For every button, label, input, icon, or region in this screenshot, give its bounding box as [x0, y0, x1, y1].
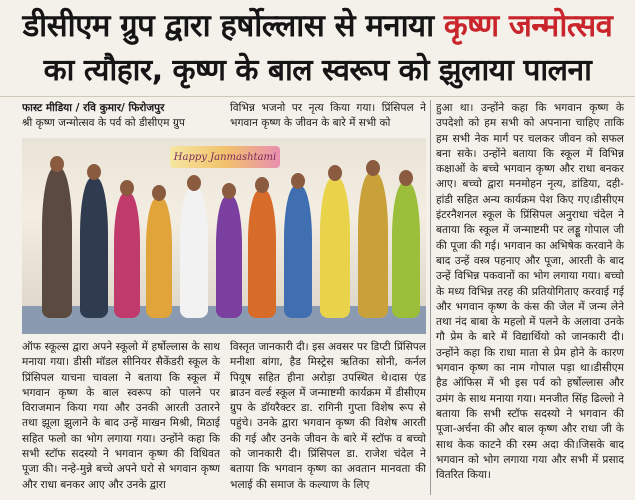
column-divider: [430, 100, 431, 495]
photo-banner: Happy Janmashtami: [170, 146, 280, 168]
person-figure: [358, 173, 388, 318]
column-2-bottom-text: विस्तृत जानकारी दी। इस अवसर पर डिप्टी प्रिंसिपल मनीशा बांगा, हैड मिस्ट्रेस ऋतिका सोनी, कर्नल पियूष सहित हीना अरोड़ा उपस्थित थे।दास एंड ब्राउन वर्ल्ड स्कूल में जन्माष्टमी कार्यक्रम में डीसीएम ग्रुप के डॉयरैक्टर डा. रागिनी गुप्ता विशेष रूप से पहुंचे। उनके द्वारा भगवान कृष्ण की विशेष आरती की गई और उनके जीवन के बारे में स्टॉफ व बच्चो को जानकारी दी। प्रिंसिपल डा. राजेश चंदेल ने बताया कि भगवान कृष्ण का अवतान मानवता की भलाई की समाज के कल्याण के लिए: [230, 341, 426, 491]
person-head: [87, 164, 101, 180]
person-head: [50, 156, 64, 172]
column-1-top-text: श्री कृष्ण जन्मोत्सव के पर्व को डीसीएम ग्रुप: [22, 117, 185, 130]
headline-highlight: कृष्ण जन्मोत्सव: [443, 8, 613, 44]
person-head: [291, 173, 305, 189]
headline-line-2: का त्यौहार, कृष्ण के बाल स्वरूप को झुलाया पालना: [43, 53, 592, 88]
person-figure: [42, 168, 72, 318]
person-head: [399, 170, 413, 186]
person-head: [222, 183, 236, 199]
column-2-top: [230, 101, 426, 137]
person-figure: [114, 193, 140, 318]
person-figure: [284, 186, 312, 318]
column-1-bottom-text: ऑफ स्कूल्स द्वारा अपने स्कूलो में हर्षोल्लास के साथ मनाया गया। डीसी मॉडल सीनियर सैकेंडरी स्कूल के प्रिंसिपल याचना चावला ने बताया कि स्कूल में भगवान कृष्ण के बाल स्वरूप को पालने पर विराजमान किया गया और उनकी आरती उतारने तथा झूला झुलाने के बाद उन्हें माखन मिश्री, मिठाई सहित फलो का भोग लगाया गया। उन्होंने कहा कि सभी स्टॉफ सदस्यो ने भगवान कृष्ण की विधिवत पूजा की। नन्हे-मुन्ने बच्चे अपने घरो से भगवान कृष्ण और राधा बनकर आए और उनके द्वारा: [22, 341, 220, 491]
person-figure: [216, 196, 242, 318]
person-figure: [180, 188, 208, 318]
byline: फास्ट मीडिया / रवि कुमार/ फिरोजपुर: [22, 102, 165, 114]
person-head: [187, 175, 201, 191]
column-2-bottom: [230, 340, 426, 495]
headline-line-1-text: डीसीएम ग्रुप द्वारा हर्षोल्लास से मनाया: [22, 8, 444, 44]
column-3: [436, 101, 624, 493]
event-photo: [22, 138, 426, 334]
person-head: [328, 165, 342, 181]
person-head: [255, 177, 269, 193]
column-2-top-text: विभिन्न भजनो पर नृत्य किया गया। प्रिंसिपल ने भगवान कृष्ण के जीवन के बारे में सभी को: [230, 102, 426, 130]
person-figure: [248, 190, 276, 318]
headline-divider: [0, 96, 635, 97]
person-figure: [320, 178, 350, 318]
column-3-text: हुआ था। उन्होंने कहा कि भगवान कृष्ण के उपदेशो को हम सभी को अपनाना चाहिए ताकि हम सभी नेक मार्ग पर चलकर जीवन को सफल बना सके। उन्होंने बताया कि स्कूल में विभिन्न कक्षाओं के बच्चे भगवान कृष्ण और राधा बनकर आए। बच्चो द्वारा मनमोहन नृत्य, डांडिया, दही-हांडी सहित अन्य कार्यक्रम पेश किए गए।डीसीएम इंटरनैशनल स्कूल के प्रिंसिपल अनुराधा चंदेल ने बताया कि स्कूल में जन्माष्टमी पर लड्डू गोपाल जी की पूजा की गई। भगवान का अभिषेक करवाने के बाद उन्हें वस्त्र पहनाए और पूजा, आरती के बाद उन्हें विभिन्न पकवानों का भोग लगाया गया। बच्चो के मध्य विभिन्न तरह की प्रतियोगिताए करवाई गई और भगवान कृष्ण के कंस की जेल में जन्म लेने तथा नंद बाबा के महलो में पलने के अलावा उनके गौ प्रेम के बारे में विद्यार्थियो को जानकारी दी। उन्होंने कहा कि राधा माता से प्रेम होने के कारण भगवान कृष्ण का नाम गोपाल पड़ा था।डीसीएम हैड ऑफिस में भी इस पर्व को हर्षोल्लास और उमंग के साथ मनाया गया। मनजीत सिंह ढिल्लो ने बताया कि सभी स्टॉफ सदस्यो ने भगवान की पूजा-अर्चना की और बाल कृष्ण और राधा जी के साथ केक काटने की रस्म अदा की।जिसके बाद भगवान को भोग लगाया गया और सभी में प्रसाद वितरित किया।: [436, 102, 624, 482]
headline-line-1: [0, 6, 635, 46]
column-1-top: [22, 101, 220, 137]
person-figure: [392, 183, 420, 318]
person-head: [152, 185, 166, 201]
column-1-bottom: [22, 340, 220, 495]
person-figure: [146, 198, 172, 318]
person-head: [366, 160, 380, 176]
person-figure: [80, 178, 108, 318]
person-head: [120, 180, 134, 196]
